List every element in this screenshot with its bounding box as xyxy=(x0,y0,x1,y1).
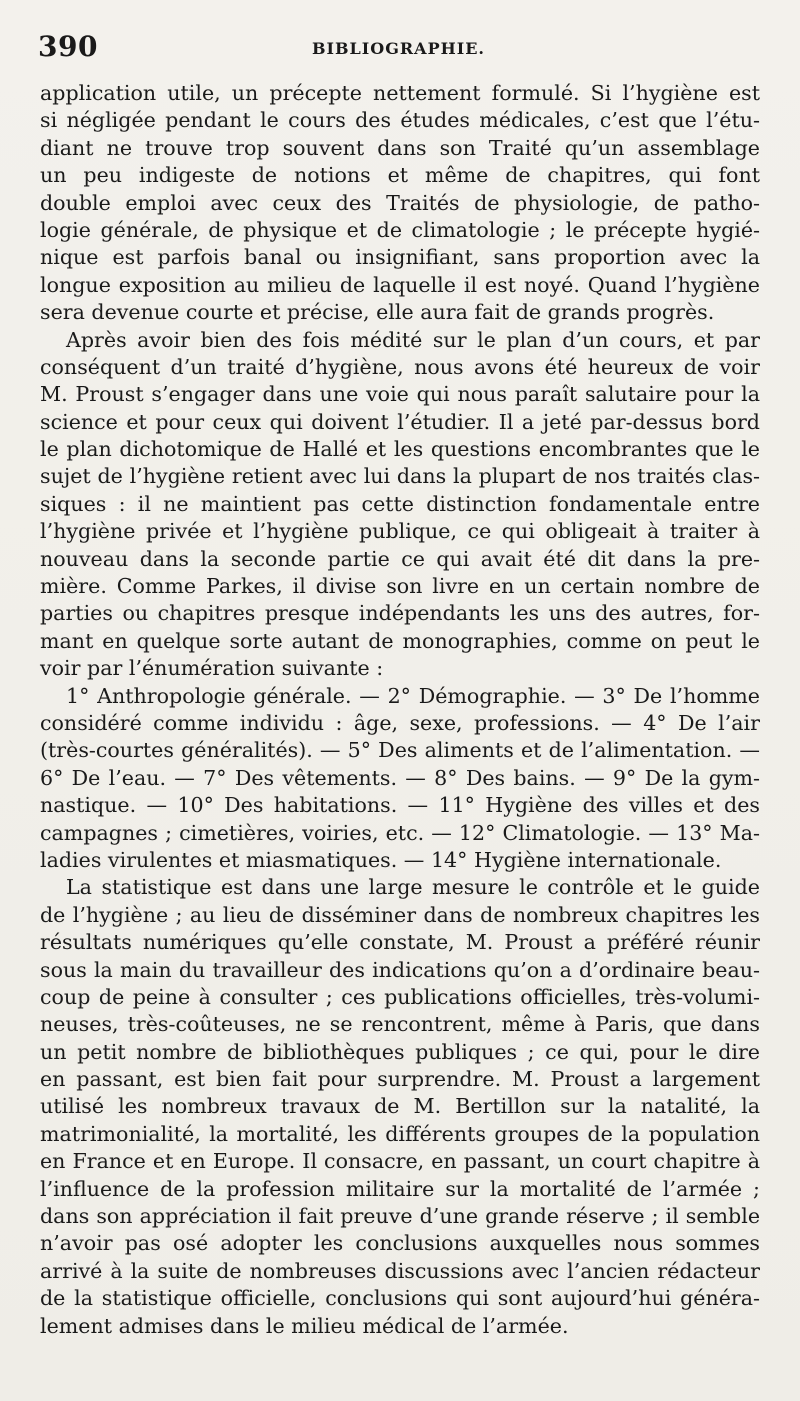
text-line: mant en quelque sorte autant de monographies, comme on peut le xyxy=(40,628,760,653)
text-line: nastique. — 10° Des habitations. — 11° Hygiène des villes et des xyxy=(40,793,760,818)
text-line: mière. Comme Parkes, il divise son livre en un certain nombre de xyxy=(40,574,760,599)
text-line: considéré comme individu : âge, sexe, professions. — 4° De l’air xyxy=(40,710,760,735)
text-line: un peu indigeste de notions et même de chapitres, qui font xyxy=(40,163,760,188)
text-line: sous la main du travailleur des indications qu’on a d’ordinaire beau- xyxy=(40,957,760,982)
text-line: si négligée pendant le cours des études médicales, c’est que l’étu- xyxy=(40,108,760,133)
text-line: campagnes ; cimetières, voiries, etc. — 12° Climatologie. — 13° Ma- xyxy=(40,820,760,845)
text-line: Après avoir bien des fois médité sur le plan d’un cours, et par xyxy=(66,327,760,352)
text-line: l’hygiène privée et l’hygiène publique, ce qui obligeait à traiter à xyxy=(40,519,760,544)
body-text xyxy=(40,80,760,1340)
text-line: sera devenue courte et précise, elle aura fait de grands progrès. xyxy=(40,300,715,325)
text-line: M. Proust s’engager dans une voie qui nous paraît salutaire pour la xyxy=(40,382,760,407)
text-line: l’influence de la profession militaire sur la mortalité de l’armée ; xyxy=(40,1176,760,1201)
text-line: nique est parfois banal ou insignifiant, sans proportion avec la xyxy=(40,245,760,270)
text-line: de la statistique officielle, conclusions qui sont aujourd’hui généra- xyxy=(40,1286,760,1311)
text-line: double emploi avec ceux des Traités de physiologie, de patho- xyxy=(40,190,760,215)
text-line: résultats numériques qu’elle constate, M. Proust a préféré réunir xyxy=(40,930,760,955)
text-line: voir par l’énumération suivante : xyxy=(40,656,384,681)
text-line: de l’hygiène ; au lieu de disséminer dans de nombreux chapitres les xyxy=(40,902,760,927)
text-line: sujet de l’hygiène retient avec lui dans la plupart de nos traités clas- xyxy=(40,464,760,489)
text-line: logie générale, de physique et de climatologie ; le précepte hygié- xyxy=(40,217,760,242)
page-number: 390 xyxy=(38,30,98,63)
text-line: 6° De l’eau. — 7° Des vêtements. — 8° Des bains. — 9° De la gym- xyxy=(40,765,760,790)
text-line: en France et en Europe. Il consacre, en passant, un court chapitre à xyxy=(40,1149,760,1174)
text-line: utilisé les nombreux travaux de M. Bertillon sur la natalité, la xyxy=(40,1094,760,1119)
text-line: science et pour ceux qui doivent l’étudier. Il a jeté par-dessus bord xyxy=(40,409,760,434)
text-line: n’avoir pas osé adopter les conclusions auxquelles nous sommes xyxy=(40,1231,760,1256)
text-line: La statistique est dans une large mesure le contrôle et le guide xyxy=(66,875,760,900)
text-line: siques : il ne maintient pas cette distinction fondamentale entre xyxy=(40,491,760,516)
text-line: (très-courtes généralités). — 5° Des aliments et de l’alimentation. — xyxy=(40,738,760,763)
text-line: arrivé à la suite de nombreuses discussions avec l’ancien rédacteur xyxy=(40,1258,760,1283)
text-line: le plan dichotomique de Hallé et les questions encombrantes que le xyxy=(40,437,760,462)
text-line: en passant, est bien fait pour surprendre. M. Proust a largement xyxy=(40,1067,760,1092)
text-line: un petit nombre de bibliothèques publiques ; ce qui, pour le dire xyxy=(40,1039,760,1064)
text-line: conséquent d’un traité d’hygiène, nous avons été heureux de voir xyxy=(40,354,760,379)
text-line: longue exposition au milieu de laquelle il est noyé. Quand l’hygiène xyxy=(40,272,760,297)
text-line: nouveau dans la seconde partie ce qui avait été dit dans la pre- xyxy=(40,546,760,571)
text-line: lement admises dans le milieu médical de l’armée. xyxy=(40,1313,569,1338)
page-header xyxy=(38,30,758,70)
text-line: dans son appréciation il fait preuve d’une grande réserve ; il semble xyxy=(40,1204,760,1229)
text-line: coup de peine à consulter ; ces publications officielles, très-volumi- xyxy=(40,984,760,1009)
text-line: neuses, très-coûteuses, ne se rencontrent, même à Paris, que dans xyxy=(40,1012,760,1037)
text-line: parties ou chapitres presque indépendants les uns des autres, for- xyxy=(40,601,760,626)
text-line: 1° Anthropologie générale. — 2° Démographie. — 3° De l’homme xyxy=(66,683,760,708)
text-line: matrimonialité, la mortalité, les différents groupes de la population xyxy=(40,1121,760,1146)
text-line: application utile, un précepte nettement formulé. Si l’hygiène est xyxy=(40,81,760,105)
text-line: ladies virulentes et miasmatiques. — 14° Hygiène internationale. xyxy=(40,847,722,872)
running-title: BIBLIOGRAPHIE. xyxy=(312,39,485,58)
text-line: diant ne trouve trop souvent dans son Traité qu’un assemblage xyxy=(40,135,760,160)
